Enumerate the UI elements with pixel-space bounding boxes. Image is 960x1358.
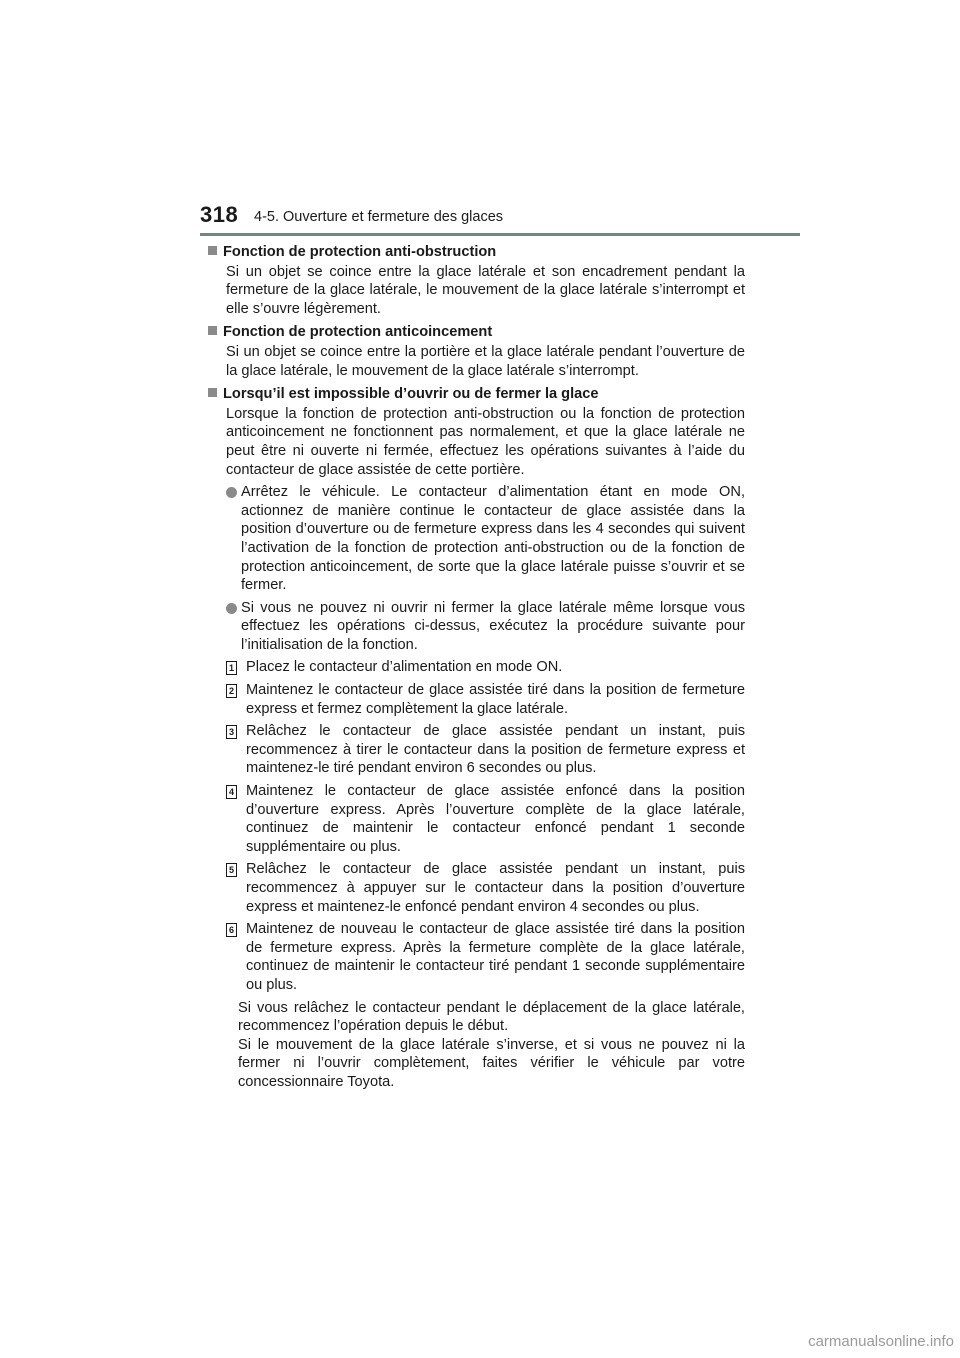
watermark: carmanualsonline.info xyxy=(808,1333,954,1350)
procedure-step xyxy=(226,860,745,916)
square-bullet-icon xyxy=(208,246,217,255)
step-text: Placez le contacteur d’alimentation en mode ON. xyxy=(246,659,563,676)
procedure-step xyxy=(226,782,745,856)
procedure-step xyxy=(226,658,745,677)
step-number: 4 xyxy=(226,785,237,799)
step-text: Relâchez le contacteur de glace assistée pendant un instant, puis recommencez à appuyer sur le contacteur dans la position d’ouverture express et maintenez-le enfoncé pendant environ 4 secondes ou plus. xyxy=(246,861,745,915)
procedure-steps xyxy=(226,658,745,994)
topic-anti-obstruction xyxy=(208,243,745,318)
page-header xyxy=(200,202,800,234)
step-number: 5 xyxy=(226,863,237,877)
square-bullet-icon xyxy=(208,326,217,335)
square-bullet-icon xyxy=(208,388,217,397)
circle-bullet-icon xyxy=(226,487,237,498)
step-number: 3 xyxy=(226,725,237,739)
page-content xyxy=(208,243,745,1097)
topic-heading-text: Fonction de protection anti-obstruction xyxy=(223,244,497,260)
step-number: 2 xyxy=(226,684,237,698)
topic-heading xyxy=(208,385,745,404)
step-number: 1 xyxy=(226,661,237,675)
step-text: Maintenez le contacteur de glace assistée enfoncé dans la position d’ouverture express. Après l’ouverture complète de la glace latérale, continuez de maintenir le contacteur enfoncé pendant 1 seconde supplémentaire ou plus. xyxy=(246,783,745,855)
bullet-item xyxy=(226,599,745,655)
topic-anticoincement xyxy=(208,323,745,380)
step-text: Maintenez de nouveau le contacteur de glace assistée tiré dans la position de fermeture express. Après la fermeture complète de la glace latérale, continuez de maintenir le contacteur tiré pendant 1 seconde supplémentaire ou plus. xyxy=(246,921,745,993)
step-text: Relâchez le contacteur de glace assistée pendant un instant, puis recommencez à tirer le contacteur dans la position de fermeture express et maintenez-le tiré pendant environ 6 secondes ou plus. xyxy=(246,723,745,777)
topic-text: Si un objet se coince entre la portière et la glace latérale pendant l’ouverture de la glace latérale, le mouvement de la glace latérale s’interrompt. xyxy=(226,343,745,379)
bullet-text: Si vous ne pouvez ni ouvrir ni fermer la glace latérale même lorsque vous effectuez les opérations ci-dessus, exécutez la procédure suivante pour l’initialisation de la fonction. xyxy=(241,599,745,653)
section-title: 4-5. Ouverture et fermeture des glaces xyxy=(254,209,504,225)
topic-impossible-open-close xyxy=(208,385,745,1091)
procedure-notes xyxy=(238,999,745,1092)
note-text: Si vous relâchez le contacteur pendant le déplacement de la glace latérale, recommencez l’opération depuis le début. xyxy=(238,999,745,1035)
header-rule xyxy=(200,233,800,236)
topic-heading xyxy=(208,243,745,262)
procedure-step xyxy=(226,681,745,718)
topic-text: Si un objet se coince entre la glace latérale et son encadrement pendant la fermeture de la glace latérale, le mouvement de la glace latérale s’interrompt et elle s’ouvre légèrement. xyxy=(226,263,745,317)
topic-heading xyxy=(208,323,745,342)
step-text: Maintenez le contacteur de glace assistée tiré dans la position de fermeture express et fermez complètement la glace latérale. xyxy=(246,682,745,717)
topic-text: Lorsque la fonction de protection anti-obstruction ou la fonction de protection anticoincement ne fonctionnent pas normalement, et que la glace latérale ne peut être ni ouverte ni fermée, effectuez les opérations suivantes à l’aide du contacteur de glace assistée de cette portière. xyxy=(226,405,745,478)
bullet-text: Arrêtez le véhicule. Le contacteur d’alimentation étant en mode ON, actionnez de manière continue le contacteur de glace assistée dans la position d’ouverture ou de fermeture express dans les 4 secondes qui suivent l’activation de la fonction de protection anti-obstruction ou de la fonction de protection anticoincement, de sorte que la glace latérale puisse s’ouvrir et se fermer. xyxy=(241,484,745,594)
page-number: 318 xyxy=(200,202,239,227)
bullet-item xyxy=(226,483,745,595)
note-text: Si le mouvement de la glace latérale s’inverse, et si vous ne pouvez ni la fermer ni l’ouvrir complètement, faites vérifier le véhicule par votre concessionnaire Toyota. xyxy=(238,1036,745,1090)
procedure-step xyxy=(226,920,745,994)
topic-heading-text: Lorsqu’il est impossible d’ouvrir ou de fermer la glace xyxy=(223,386,599,403)
circle-bullet-icon xyxy=(226,603,237,614)
procedure-step xyxy=(226,722,745,778)
topic-heading-text: Fonction de protection anticoincement xyxy=(223,324,493,341)
step-number: 6 xyxy=(226,923,237,937)
